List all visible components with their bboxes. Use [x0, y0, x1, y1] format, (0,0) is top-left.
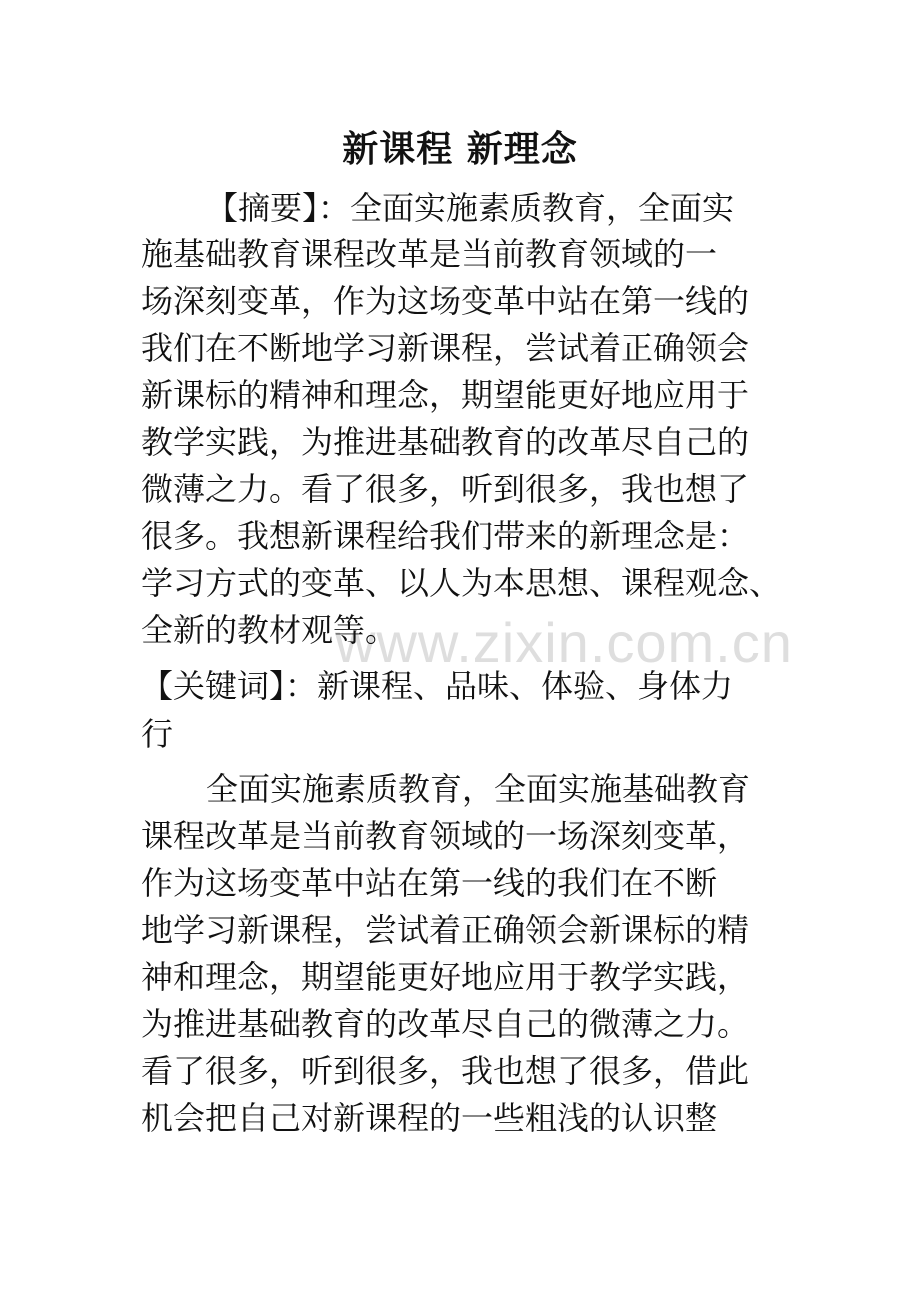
body-line: 神和理念，期望能更好地应用于教学实践，	[141, 958, 750, 996]
keywords-line: 行	[141, 715, 174, 753]
abstract-line: 微薄之力。看了很多，听到很多，我也想了	[141, 470, 750, 508]
body-line: 地学习新课程，尝试着正确领会新课标的精	[141, 911, 750, 949]
abstract-line: 【摘要】：全面实施素质教育，全面实	[206, 189, 735, 227]
abstract-line: 施基础教育课程改革是当前教育领域的一	[141, 235, 718, 273]
abstract-line: 场深刻变革，作为这场变革中站在第一线的	[141, 282, 750, 320]
abstract-line: 很多。我想新课程给我们带来的新理念是：	[141, 517, 750, 555]
body-line: 看了很多，听到很多，我也想了很多，借此	[141, 1052, 750, 1090]
abstract-line: 全新的教材观等。	[141, 611, 398, 649]
abstract-line: 学习方式的变革、以人为本思想、课程观念、	[141, 564, 782, 602]
body-line: 作为这场变革中站在第一线的我们在不断	[141, 864, 718, 902]
body-line: 课程改革是当前教育领域的一场深刻变革，	[141, 817, 750, 855]
abstract-line: 新课标的精神和理念，期望能更好地应用于	[141, 376, 750, 414]
body-line: 机会把自己对新课程的一些粗浅的认识整	[141, 1099, 718, 1137]
page-title: 新课程 新理念	[342, 128, 578, 170]
watermark: www.zixin.com.cn	[335, 611, 793, 674]
keywords-line: 【关键词】：新课程、品味、体验、身体力	[141, 667, 734, 705]
body-line: 全面实施素质教育，全面实施基础教育	[206, 770, 751, 808]
abstract-line: 教学实践，为推进基础教育的改革尽自己的	[141, 423, 750, 461]
body-line: 为推进基础教育的改革尽自己的微薄之力。	[141, 1005, 750, 1043]
abstract-line: 我们在不断地学习新课程，尝试着正确领会	[141, 329, 750, 367]
